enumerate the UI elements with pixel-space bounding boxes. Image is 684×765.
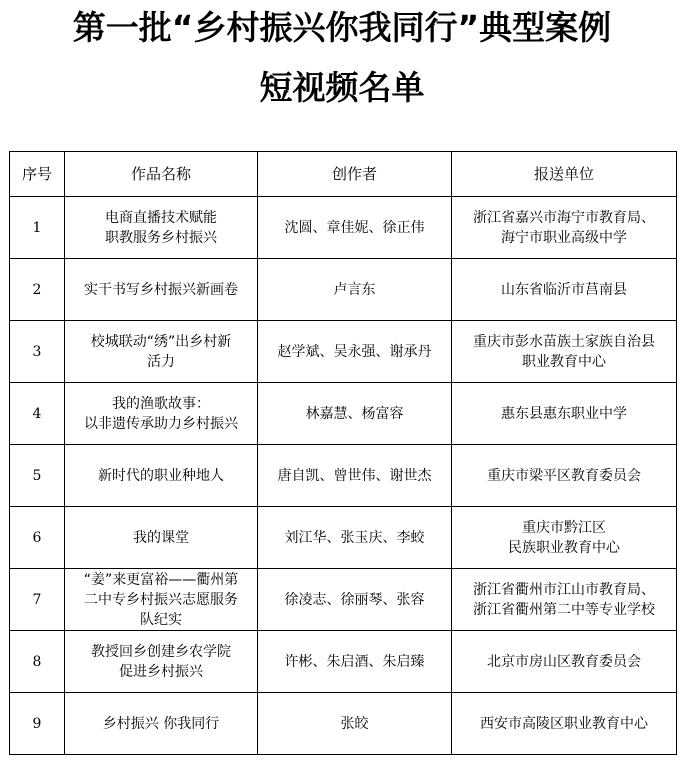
table-row bbox=[10, 383, 677, 445]
row-index: 7 bbox=[10, 569, 65, 631]
creators: 刘江华、张玉庆、李蛟 bbox=[258, 507, 452, 569]
creators: 赵学斌、吴永强、谢承丹 bbox=[258, 321, 452, 383]
table-row bbox=[10, 259, 677, 321]
submitting-unit: 惠东县惠东职业中学 bbox=[452, 383, 677, 445]
creators: 张皎 bbox=[258, 693, 452, 755]
row-index: 9 bbox=[10, 693, 65, 755]
row-index: 6 bbox=[10, 507, 65, 569]
submitting-unit: 重庆市黔江区 民族职业教育中心 bbox=[452, 507, 677, 569]
creators: 唐自凯、曾世伟、谢世杰 bbox=[258, 445, 452, 507]
work-title: 电商直播技术赋能 职教服务乡村振兴 bbox=[65, 197, 258, 259]
table-row bbox=[10, 507, 677, 569]
submitting-unit: 重庆市彭水苗族土家族自治县 职业教育中心 bbox=[452, 321, 677, 383]
row-index: 1 bbox=[10, 197, 65, 259]
header-row bbox=[10, 152, 677, 197]
work-title: 我的渔歌故事： 以非遗传承助力乡村振兴 bbox=[65, 383, 258, 445]
creators: 许彬、朱启酒、朱启臻 bbox=[258, 631, 452, 693]
table-header bbox=[10, 152, 677, 197]
table-row bbox=[10, 197, 677, 259]
work-title: 校城联动“绣”出乡村新 活力 bbox=[65, 321, 258, 383]
work-title: 实干书写乡村振兴新画卷 bbox=[65, 259, 258, 321]
row-index: 8 bbox=[10, 631, 65, 693]
creators: 沈圆、章佳妮、徐正伟 bbox=[258, 197, 452, 259]
work-title: 乡村振兴 你我同行 bbox=[65, 693, 258, 755]
work-title: 教授回乡创建乡农学院 促进乡村振兴 bbox=[65, 631, 258, 693]
work-title: “姜”来更富裕——衢州第 二中专乡村振兴志愿服务 队纪实 bbox=[65, 569, 258, 631]
column-header-work-title: 作品名称 bbox=[65, 152, 258, 197]
column-header-creators: 创作者 bbox=[258, 152, 452, 197]
submitting-unit: 西安市高陵区职业教育中心 bbox=[452, 693, 677, 755]
work-title: 新时代的职业种地人 bbox=[65, 445, 258, 507]
table-body bbox=[10, 197, 677, 755]
row-index: 2 bbox=[10, 259, 65, 321]
submitting-unit: 浙江省嘉兴市海宁市教育局、 海宁市职业高级中学 bbox=[452, 197, 677, 259]
row-index: 4 bbox=[10, 383, 65, 445]
creators: 林嘉慧、杨富容 bbox=[258, 383, 452, 445]
column-header-submitting-unit: 报送单位 bbox=[452, 152, 677, 197]
submitting-unit: 山东省临沂市莒南县 bbox=[452, 259, 677, 321]
page-title: 第一批“乡村振兴你我同行”典型案例 bbox=[72, 8, 612, 47]
roster-table bbox=[9, 151, 677, 755]
column-header-index: 序号 bbox=[10, 152, 65, 197]
table-row bbox=[10, 569, 677, 631]
table-row bbox=[10, 631, 677, 693]
creators: 卢言东 bbox=[258, 259, 452, 321]
submitting-unit: 北京市房山区教育委员会 bbox=[452, 631, 677, 693]
table-row bbox=[10, 445, 677, 507]
row-index: 5 bbox=[10, 445, 65, 507]
work-title: 我的课堂 bbox=[65, 507, 258, 569]
submitting-unit: 重庆市梁平区教育委员会 bbox=[452, 445, 677, 507]
submitting-unit: 浙江省衢州市江山市教育局、 浙江省衢州第二中等专业学校 bbox=[452, 569, 677, 631]
table-row bbox=[10, 321, 677, 383]
page-subtitle: 短视频名单 bbox=[259, 68, 425, 107]
table-row bbox=[10, 693, 677, 755]
row-index: 3 bbox=[10, 321, 65, 383]
creators: 徐凌志、徐丽琴、张容 bbox=[258, 569, 452, 631]
